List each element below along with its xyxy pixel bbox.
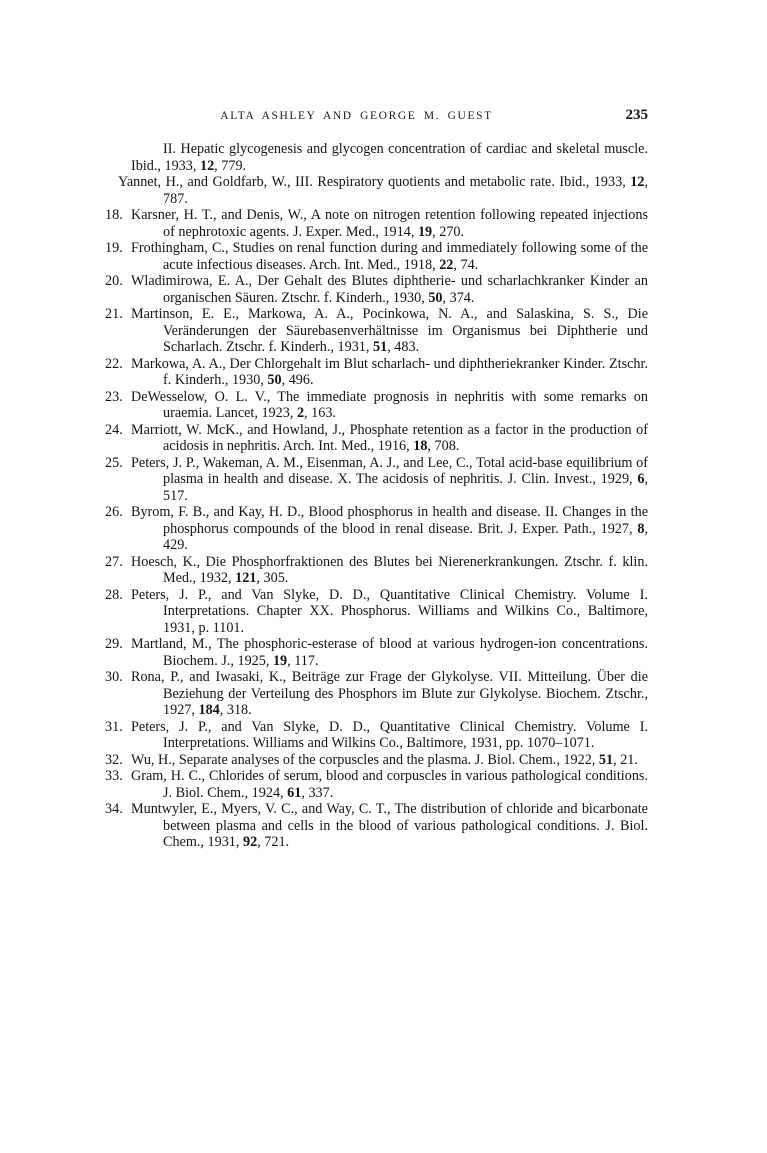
reference-number: 32. — [105, 751, 123, 768]
reference-text: Markowa, A. A., Der Chlorgehalt im Blut scharlach- und diphtheriekranker Kinder. Ztschr. f. Kinderh., 1930, 50, 496. — [131, 355, 648, 388]
reference-text: Frothingham, C., Studies on renal function during and immediately following some of the acute infectious diseases. Arch. Int. Med., 1918, 22, 74. — [131, 240, 648, 273]
reference-item — [105, 240, 648, 273]
reference-item — [105, 636, 648, 669]
reference-number: 31. — [105, 718, 123, 735]
reference-item — [105, 207, 648, 240]
reference-number: 24. — [105, 421, 123, 438]
reference-item — [105, 801, 648, 851]
reference-number: 22. — [105, 355, 123, 372]
reference-item — [105, 389, 648, 422]
reference-text: II. Hepatic glycogenesis and glycogen concentration of cardiac and skeletal muscle. Ibid., 1933, 12, 779. — [131, 141, 648, 174]
reference-number: 20. — [105, 273, 123, 289]
reference-item — [105, 273, 648, 306]
reference-item — [105, 356, 648, 389]
reference-text: Peters, J. P., Wakeman, A. M., Eisenman, A. J., and Lee, C., Total acid-base equilibrium of plasma in health and disease. X. The acidosis of nephritis. J. Clin. Invest., 1929, 6, 517. — [131, 454, 648, 504]
reference-item — [105, 719, 648, 752]
reference-item — [105, 174, 648, 207]
reference-number: 27. — [105, 553, 123, 570]
reference-text: Byrom, F. B., and Kay, H. D., Blood phosphorus in health and disease. II. Changes in the phosphorus compounds of the blood in renal disease. Brit. J. Exper. Path., 1927, 8, 429. — [131, 504, 648, 553]
reference-text: Wu, H., Separate analyses of the corpuscles and the plasma. J. Biol. Chem., 1922, 51, 21. — [131, 751, 638, 768]
reference-number: 34. — [105, 801, 123, 817]
reference-text: Martinson, E. E., Markowa, A. A., Pocinkowa, N. A., and Salaskina, S. S., Die Veränderungen der Säurebasenverhältnisse im Organismus bei Diphtherie und Scharlach. Ztschr. f. Kinderh., 1931, 51, 483. — [131, 306, 648, 355]
running-header — [105, 107, 648, 127]
reference-item — [105, 504, 648, 554]
reference-number: 18. — [105, 207, 123, 223]
reference-number: 23. — [105, 388, 123, 405]
reference-item — [105, 141, 648, 174]
reference-list — [105, 141, 648, 851]
reference-number: 26. — [105, 504, 123, 520]
page-number: 235 — [625, 107, 648, 123]
reference-item — [105, 455, 648, 505]
reference-item — [105, 752, 648, 769]
reference-item — [105, 554, 648, 587]
reference-number — [105, 141, 131, 174]
reference-text: Yannet, H., and Goldfarb, W., III. Respiratory quotients and metabolic rate. Ibid., 1933, 12, 787. — [118, 174, 648, 207]
header-author-line: ALTA ASHLEY AND GEORGE M. GUEST — [220, 110, 493, 122]
reference-text: Gram, H. C., Chlorides of serum, blood and corpuscles in various pathological conditions. J. Biol. Chem., 1924, 61, 337. — [131, 768, 648, 801]
reference-number: 28. — [105, 586, 123, 603]
reference-text: Hoesch, K., Die Phosphorfraktionen des Blutes bei Nierenerkrankungen. Ztschr. f. klin. Med., 1932, 121, 305. — [131, 553, 648, 586]
reference-text: Wladimirowa, E. A., Der Gehalt des Blutes diphtherie- und scharlachkranker Kinder an organischen Säuren. Ztschr. f. Kinderh., 1930, 50, 374. — [131, 273, 648, 306]
reference-item — [105, 306, 648, 356]
reference-number: 21. — [105, 306, 123, 322]
reference-text: Karsner, H. T., and Denis, W., A note on nitrogen retention following repeated injections of nephrotoxic agents. J. Exper. Med., 1914, 19, 270. — [131, 207, 648, 240]
reference-number: 30. — [105, 669, 123, 685]
reference-number: 29. — [105, 636, 123, 652]
reference-item — [105, 587, 648, 637]
reference-number: 19. — [105, 240, 123, 256]
reference-text: DeWesselow, O. L. V., The immediate prognosis in nephritis with some remarks on uraemia. Lancet, 1923, 2, 163. — [131, 388, 648, 421]
reference-item — [105, 669, 648, 719]
reference-text: Peters, J. P., and Van Slyke, D. D., Quantitative Clinical Chemistry. Volume I. Interpretations. Chapter XX. Phosphorus. Williams and Wilkins Co., Baltimore, 1931, p. 1101. — [131, 586, 648, 636]
reference-text: Marriott, W. McK., and Howland, J., Phosphate retention as a factor in the production of acidosis in nephritis. Arch. Int. Med., 1916, 18, 708. — [131, 421, 648, 454]
reference-text: Muntwyler, E., Myers, V. C., and Way, C. T., The distribution of chloride and bicarbonate between plasma and cells in the blood of various pathological conditions. J. Biol. Chem., 1931, 92, 721. — [131, 801, 648, 850]
reference-text: Martland, M., The phosphoric-esterase of blood at various hydrogen-ion concentrations. Biochem. J., 1925, 19, 117. — [131, 636, 648, 669]
reference-number: 25. — [105, 454, 123, 471]
reference-text: Rona, P., and Iwasaki, K., Beiträge zur Frage der Glykolyse. VII. Mitteilung. Über die Beziehung der Verteilung des Phosphors im Blute zur Glykolyse. Biochem. Ztschr., 1927, 184, 318. — [131, 669, 648, 718]
reference-item — [105, 422, 648, 455]
reference-item — [105, 768, 648, 801]
reference-number: 33. — [105, 768, 123, 784]
reference-text: Peters, J. P., and Van Slyke, D. D., Quantitative Clinical Chemistry. Volume I. Interpretations. Williams and Wilkins Co., Baltimore, 1931, pp. 1070–1071. — [131, 718, 648, 751]
